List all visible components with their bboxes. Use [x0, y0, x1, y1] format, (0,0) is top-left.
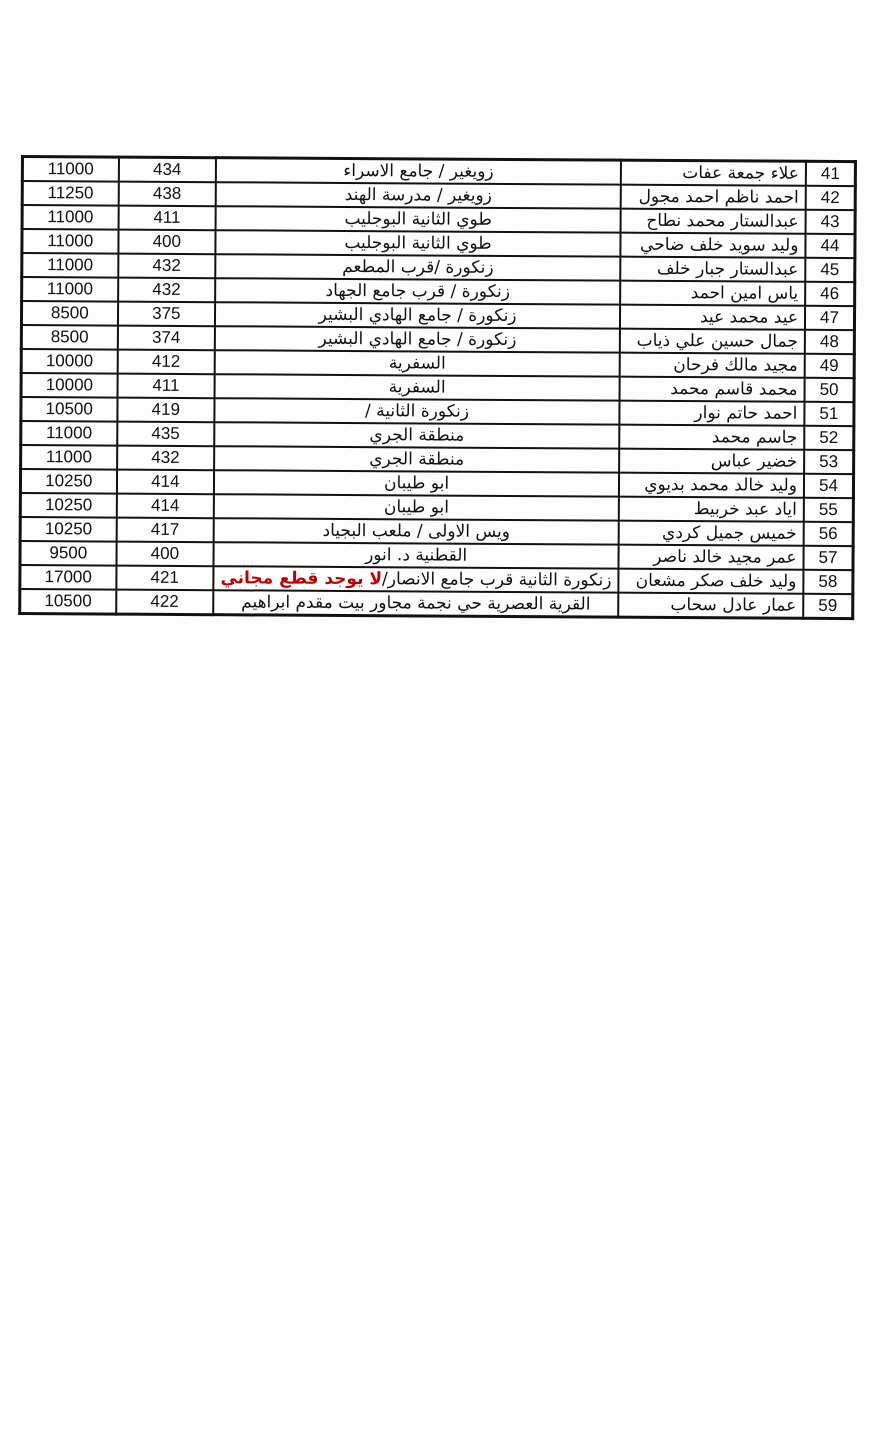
area-cell [216, 206, 621, 232]
area-text: زنكورة الثانية قرب جامع الانصار/ [382, 569, 612, 591]
area-cell [215, 350, 620, 376]
area-text: ابو طيبان [383, 473, 450, 494]
row-number-cell: 54 [804, 474, 854, 498]
name-cell: وليد خلف صكر مشعان [618, 569, 803, 594]
code-cell: 412 [117, 350, 215, 375]
area-cell [214, 542, 619, 568]
amount-cell: 10500 [20, 589, 116, 614]
area-cell [214, 470, 619, 496]
name-cell: عبدالستار محمد نطاح [621, 209, 806, 234]
code-cell: 417 [116, 518, 214, 543]
row-number-cell: 51 [804, 402, 854, 426]
amount-cell: 11250 [22, 181, 118, 206]
area-text: السفرية [388, 353, 446, 374]
area-text: منطقة الجري [369, 449, 465, 470]
area-cell [215, 302, 620, 328]
code-cell: 400 [116, 542, 214, 567]
area-cell [215, 278, 620, 304]
table-row [20, 589, 853, 619]
name-cell: جاسم محمد [619, 425, 804, 450]
name-cell: وليد خالد محمد بديوي [619, 473, 804, 498]
area-cell [216, 158, 621, 185]
name-cell: خميس جميل كردي [619, 521, 804, 546]
row-number-cell: 45 [805, 258, 855, 282]
row-number-cell: 59 [803, 594, 853, 619]
area-text: السفرية [388, 377, 446, 398]
amount-cell: 10250 [20, 517, 116, 542]
roster-table-body [20, 157, 856, 619]
code-cell: 432 [118, 278, 216, 303]
code-cell: 422 [116, 590, 214, 615]
name-cell: علاء جمعة عفات [621, 160, 806, 186]
amount-cell: 11000 [21, 421, 117, 446]
note-text: لا يوجد قطع مجاني [220, 568, 383, 590]
code-cell: 375 [118, 302, 216, 327]
row-number-cell: 49 [805, 354, 855, 378]
row-number-cell: 57 [803, 546, 853, 570]
name-cell: عيد محمد عيد [620, 305, 805, 330]
area-text: القرية العصرية حي نجمة مجاور بيت مقدم ابراهيم [241, 592, 591, 615]
area-text: منطقة الجري [369, 425, 465, 446]
row-number-cell: 52 [804, 426, 854, 450]
name-cell: ياس امين احمد [620, 281, 805, 306]
amount-cell: 8500 [21, 301, 117, 326]
code-cell: 400 [118, 230, 216, 255]
amount-cell: 10250 [20, 493, 116, 518]
name-cell: اياد عبد خربيط [619, 497, 804, 522]
amount-cell: 11000 [22, 229, 118, 254]
area-cell [215, 230, 620, 256]
code-cell: 411 [117, 374, 215, 399]
row-number-cell: 41 [806, 161, 856, 186]
amount-cell: 10250 [20, 469, 116, 494]
area-cell [214, 518, 619, 544]
roster-table [18, 155, 857, 620]
row-number-cell: 42 [806, 186, 856, 210]
code-cell: 414 [116, 494, 214, 519]
row-number-cell: 44 [805, 234, 855, 258]
name-cell: احمد ناظم احمد مجول [621, 185, 806, 210]
name-cell: عمر مجيد خالد ناصر [619, 545, 804, 570]
amount-cell: 8500 [21, 325, 117, 350]
name-cell: عمار عادل سحاب [618, 593, 803, 619]
area-text: زويغير / مدرسة الهند [344, 184, 492, 206]
area-cell [215, 374, 620, 400]
area-text: زنكورة الثانية / [364, 401, 470, 422]
code-cell: 432 [118, 254, 216, 279]
name-cell: عبدالستار جبار خلف [620, 257, 805, 282]
name-cell: احمد حاتم نوار [619, 401, 804, 426]
area-text: ابو طيبان [383, 497, 450, 518]
area-cell [214, 446, 619, 472]
area-cell [214, 422, 619, 448]
code-cell: 419 [117, 398, 215, 423]
code-cell: 438 [118, 182, 216, 207]
code-cell: 374 [117, 326, 215, 351]
area-cell [215, 326, 620, 352]
amount-cell: 10000 [21, 349, 117, 374]
amount-cell: 9500 [20, 541, 116, 566]
code-cell: 434 [118, 157, 216, 182]
code-cell: 435 [117, 422, 215, 447]
area-text: ويس الاولى / ملعب البجياد [322, 520, 511, 542]
row-number-cell: 43 [806, 210, 856, 234]
name-cell: جمال حسين علي ذياب [620, 329, 805, 354]
amount-cell: 11000 [22, 157, 118, 182]
code-cell: 411 [118, 206, 216, 231]
area-text: زنكورة /قرب المطعم [342, 256, 494, 278]
area-text: زويغير / جامع الاسراء [343, 160, 494, 182]
name-cell: محمد قاسم محمد [620, 377, 805, 402]
area-cell [213, 566, 618, 592]
name-cell: وليد سويد خلف ضاحي [620, 233, 805, 258]
row-number-cell: 56 [804, 522, 854, 546]
area-text: زنكورة / جامع الهادي البشير [318, 328, 517, 351]
area-text: طوي الثانية البوجليب [344, 232, 492, 254]
row-number-cell: 47 [805, 306, 855, 330]
code-cell: 432 [117, 446, 215, 471]
amount-cell: 11000 [22, 205, 118, 230]
area-cell [214, 398, 619, 424]
code-cell: 421 [116, 566, 214, 591]
amount-cell: 11000 [22, 253, 118, 278]
amount-cell: 10000 [21, 373, 117, 398]
amount-cell: 11000 [22, 277, 118, 302]
area-text: زنكورة / جامع الهادي البشير [318, 304, 517, 327]
area-cell [215, 254, 620, 280]
row-number-cell: 53 [804, 450, 854, 474]
area-cell [213, 590, 618, 617]
amount-cell: 11000 [21, 445, 117, 470]
code-cell: 414 [116, 470, 214, 495]
row-number-cell: 46 [805, 282, 855, 306]
amount-cell: 17000 [20, 565, 116, 590]
area-cell [216, 182, 621, 208]
name-cell: خضير عباس [619, 449, 804, 474]
row-number-cell: 55 [804, 498, 854, 522]
area-text: القطنية د. انور [365, 545, 468, 566]
area-text: زنكورة / قرب جامع الجهاد [325, 280, 510, 302]
area-cell [214, 494, 619, 520]
area-text: طوي الثانية البوجليب [344, 208, 492, 230]
row-number-cell: 50 [805, 378, 855, 402]
amount-cell: 10500 [21, 397, 117, 422]
row-number-cell: 48 [805, 330, 855, 354]
name-cell: مجيد مالك فرحان [620, 353, 805, 378]
row-number-cell: 58 [803, 570, 853, 594]
